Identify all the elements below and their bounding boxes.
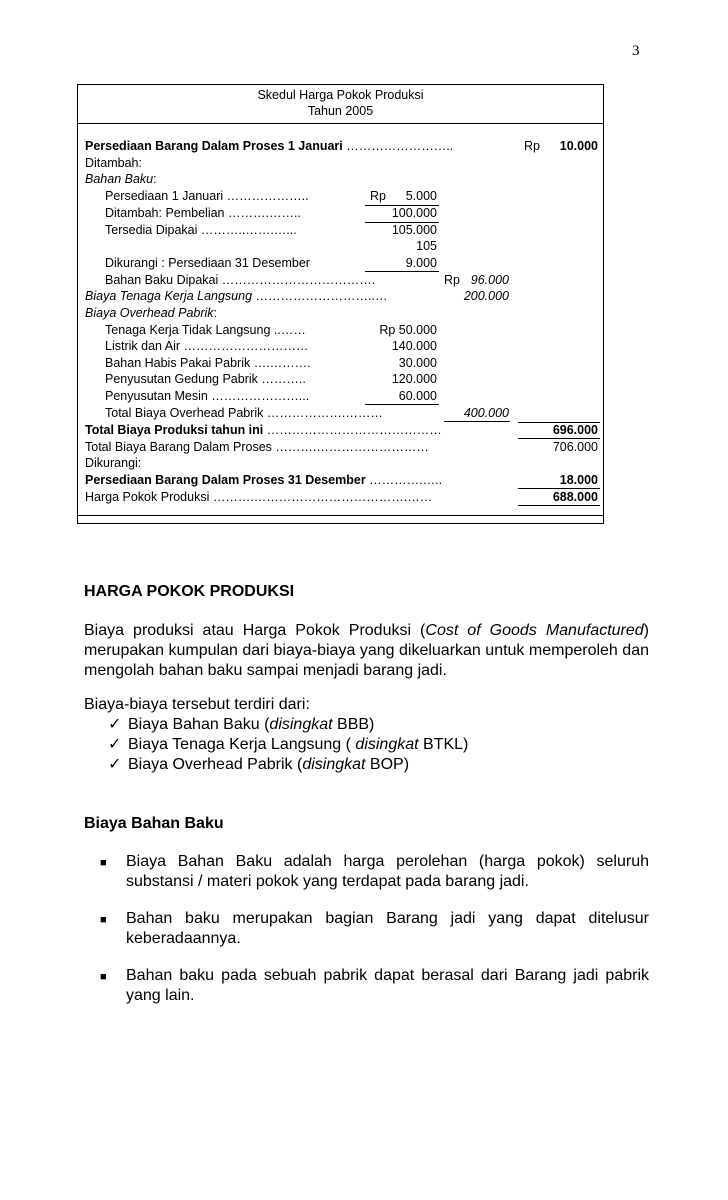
total-production-dots: …………………………………… xyxy=(263,423,442,437)
bahan-baku-heading-row xyxy=(78,171,603,187)
schedule-bottom-rule xyxy=(78,515,603,516)
component-pre: Biaya Tenaga Kerja Langsung ( xyxy=(128,736,356,753)
cogm-label: Harga Pokok Produksi ……….……………………………….…… xyxy=(85,490,433,504)
cost-of-goods-manufactured-schedule xyxy=(77,84,604,524)
component-post: BBB) xyxy=(332,716,375,733)
labor-amount: 200.000 xyxy=(463,289,509,303)
bb-used-amount: 96.000 xyxy=(470,273,509,287)
bb-opening-label: Persediaan 1 Januari ……………….. xyxy=(105,189,309,203)
bahan-baku-point xyxy=(100,966,649,1006)
bahan-baku-section-title: Biaya Bahan Baku xyxy=(84,815,224,832)
overhead-colon: : xyxy=(213,306,218,320)
overhead-heading-row xyxy=(78,305,603,321)
overhead-item-amount: 120.000 xyxy=(391,372,437,386)
bb-available-label: Tersedia Dipakai ………..…….…... xyxy=(105,223,297,237)
total-production-label: Total Biaya Produksi tahun ini xyxy=(85,423,264,437)
component-post: BTKL) xyxy=(418,736,469,753)
cogm-underline xyxy=(518,505,600,506)
total-wip-amount: 706.000 xyxy=(552,440,598,454)
bahan-baku-colon: : xyxy=(153,172,157,186)
overhead-item-label: Listrik dan Air ………………………… xyxy=(105,339,309,353)
ending-wip-dots: ………….….. xyxy=(365,473,443,487)
bb-available-row xyxy=(78,222,603,238)
opening-wip-amount: 10.000 xyxy=(559,139,598,153)
overhead-item-row xyxy=(78,338,603,354)
schedule-header xyxy=(78,85,603,124)
bb-ending-label: Dikurangi : Persediaan 31 Desember xyxy=(105,256,310,270)
bb-purchases-amount: 100.000 xyxy=(391,206,437,220)
schedule-title: Skedul Harga Pokok Produksi xyxy=(257,88,424,102)
component-pre: Biaya Bahan Baku ( xyxy=(128,716,270,733)
total-production-overline xyxy=(518,422,600,423)
total-production-row xyxy=(78,422,603,438)
component-post: BOP) xyxy=(365,756,410,773)
page-number: 3 xyxy=(632,43,640,59)
overhead-item-amount: 140.000 xyxy=(391,339,437,353)
overhead-heading: Biaya Overhead Pabrik xyxy=(85,306,214,320)
check-icon: ✓ xyxy=(108,736,122,753)
definition-part2: ) merupakan kumpulan dari biaya-biaya yang dikeluarkan untuk memperoleh dan mengolah bahan baku sampai menjadi barang jadi. xyxy=(84,622,649,679)
check-icon: ✓ xyxy=(108,716,122,733)
component-ital: disingkat xyxy=(355,736,419,753)
overhead-item-amount: 60.000 xyxy=(398,389,437,403)
square-bullet-icon: ■ xyxy=(100,914,107,926)
overhead-total-row xyxy=(78,405,603,421)
overhead-total-amount: 400.000 xyxy=(463,406,509,420)
ending-wip-label: Persediaan Barang Dalam Proses 31 Desember xyxy=(85,473,366,487)
overhead-item-label: Penyusutan Mesin …………………... xyxy=(105,389,310,403)
bb-used-label: Bahan Baku Dipakai ………………………………. xyxy=(105,273,376,287)
opening-wip-label: Persediaan Barang Dalam Proses 1 Januari xyxy=(85,139,343,153)
components-intro: Biaya-biaya tersebut terdiri dari: xyxy=(84,696,310,713)
bb-used-row xyxy=(78,272,603,288)
opening-wip-row xyxy=(78,138,603,154)
square-bullet-icon: ■ xyxy=(100,971,107,983)
overhead-item-label: Bahan Habis Pakai Pabrik ….………. xyxy=(105,356,311,370)
bb-opening-row xyxy=(78,188,603,204)
definition-paragraph xyxy=(84,621,649,681)
bahan-baku-heading: Bahan Baku xyxy=(85,172,154,186)
component-pre: Biaya Overhead Pabrik ( xyxy=(128,756,303,773)
bb-purchases-row xyxy=(78,205,603,221)
bb-available-extra-row xyxy=(78,238,603,254)
overhead-item-row xyxy=(78,355,603,371)
dikurangi-row xyxy=(78,455,603,471)
ditambah-label: Ditambah: xyxy=(85,156,142,170)
cogm-row xyxy=(78,489,603,505)
total-wip-label: Total Biaya Barang Dalam Proses ……….……………………… xyxy=(85,440,429,454)
overhead-item-row xyxy=(78,322,603,338)
bb-available-amount: 105.000 xyxy=(391,223,437,237)
bahan-baku-point-text: Bahan baku pada sebuah pabrik dapat berasal dari Barang jadi pabrik yang lain. xyxy=(126,967,649,1004)
opening-wip-dots: …………………….. xyxy=(342,139,454,153)
cogm-amount: 688.000 xyxy=(552,490,598,504)
dikurangi-label: Dikurangi: xyxy=(85,456,142,470)
bb-purchases-label: Ditambah: Pembelian ……….…….. xyxy=(105,206,301,220)
square-bullet-icon: ■ xyxy=(100,857,107,869)
bb-purchases-overline xyxy=(365,205,439,206)
overhead-item-row xyxy=(78,371,603,387)
bahan-baku-point-text: Bahan baku merupakan bagian Barang jadi yang dapat ditelusur keberadaannya. xyxy=(126,910,649,947)
component-ital: disingkat xyxy=(269,716,333,733)
labor-row xyxy=(78,288,603,304)
component-ital: disingkat xyxy=(302,756,366,773)
ditambah-row xyxy=(78,155,603,171)
total-production-amount: 696.000 xyxy=(552,423,598,437)
overhead-item-label: Penyusutan Gedung Pabrik ……….. xyxy=(105,372,306,386)
bb-ending-amount: 9.000 xyxy=(405,256,437,270)
total-wip-row xyxy=(78,439,603,455)
ending-wip-amount: 18.000 xyxy=(559,473,598,487)
opening-wip-currency: Rp xyxy=(524,139,540,153)
definition-term: Cost of Goods Manufactured xyxy=(425,622,644,639)
overhead-item-amount: 30.000 xyxy=(398,356,437,370)
bb-ending-row xyxy=(78,255,603,271)
overhead-item-amount: Rp 50.000 xyxy=(379,323,437,337)
schedule-subtitle: Tahun 2005 xyxy=(307,104,374,118)
section-title: HARGA POKOK PRODUKSI xyxy=(84,583,295,600)
bb-opening-currency: Rp xyxy=(370,189,386,203)
overhead-total-label: Total Biaya Overhead Pabrik ……………….……… xyxy=(105,406,383,420)
bb-used-currency: Rp xyxy=(444,273,460,287)
check-icon: ✓ xyxy=(108,756,122,773)
bahan-baku-point xyxy=(100,909,649,949)
bb-available-extra: 105 xyxy=(416,239,437,253)
overhead-item-row xyxy=(78,388,603,404)
overhead-item-label: Tenaga Kerja Tidak Langsung ..…… xyxy=(105,323,306,337)
labor-label: Biaya Tenaga Kerja Langsung xyxy=(85,289,253,303)
bahan-baku-point xyxy=(100,852,649,892)
definition-part1: Biaya produksi atau Harga Pokok Produksi ( xyxy=(84,622,426,639)
ending-wip-row xyxy=(78,472,603,488)
labor-dots: ………………………..… xyxy=(252,289,388,303)
bahan-baku-point-text: Biaya Bahan Baku adalah harga perolehan (harga pokok) seluruh substansi / materi pokok yang terdapat pada barang jadi. xyxy=(126,853,649,890)
bb-opening-amount: 5.000 xyxy=(405,189,437,203)
